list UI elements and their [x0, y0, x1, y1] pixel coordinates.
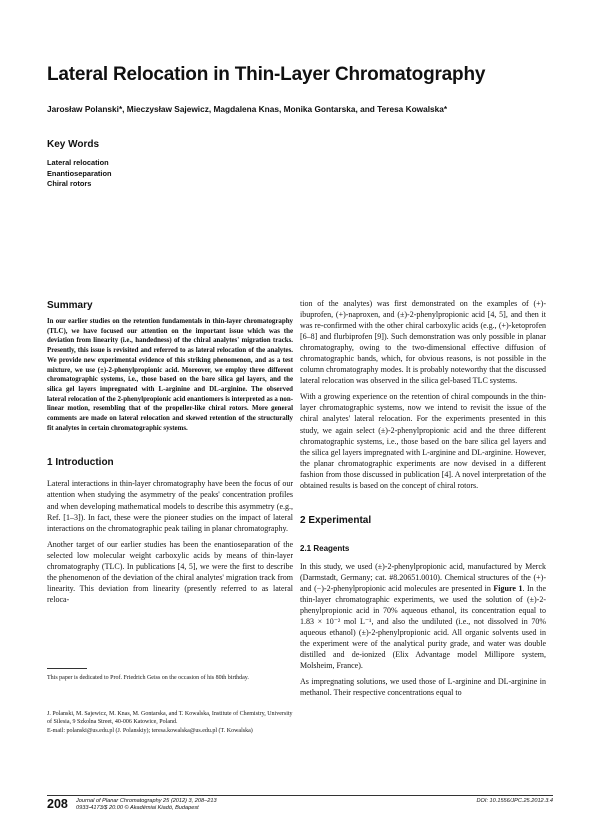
reagents-paragraph-1 [300, 561, 546, 671]
reagents-heading: 2.1 Reagents [300, 543, 350, 553]
keyword-item: Lateral relocation [47, 158, 109, 167]
reagents-text-after: . In the thin-layer chromatographic experiments, we used the solution of (±)-2-phenylpropionic acid in 70% aqueous ethanol, its concentration equal to 1.83 × 10⁻² mol L⁻¹, and also the undiluted (i.e., not dissolved in 70% aqueous ethanol) (±)-2-phenylpropionic acid. All organic solvents used in the experiment were of the analytical purity grade, and water was double distilled and de-ionized (Elix Advantage model Millipore system, Molsheim, France). [300, 583, 547, 671]
introduction-paragraph-3: tion of the analytes) was first demonstrated on the examples of (+)-ibuprofen, (+)-naproxen, and (±)-2-phenylpropionic acid [4, 5], and then it was re-confirmed with the other chiral carboxylic acids (e.g., (+)-ketoprofen [6–8] and flurbiprofen [9]). Such demonstration was only possible in planar chromatography, owing to the two-dimensional effective diffusion of chromatographic bands, which, for obvious reasons, is not possible in the column chromatography modes. It is probably noteworthy that the discussed lateral relocation was observed in the silica gel-based TLC systems. [300, 299, 546, 386]
right-column [300, 298, 546, 698]
summary-text: In our earlier studies on the retention fundamentals in thin-layer chromatography (TLC), we have focused our attention on the important issue which was the deviation from linearity (i.e., handedness) of the chiral analytes' migration tracks. Presently, this issue is revisited and referred to as lateral relocation of the analytes. We provide new experimental evidence of this striking phenomenon, and as a test mixture, we use (±)-2-phenylpropionic acid. Moreover, we employ three different chromatographic systems, i.e., those based on the bare silica gel layers, and the silica gel layers impregnated with L-arginine and DL-arginine. The observed lateral relocation of the 2-phenylpropionic acid enantiomers is interpreted as a non-linear motion, resembling that of the propeller-like chiral rotors. More general comments are made on lateral relocation and skewed retention of the structurally fit analytes in certain chromatographic systems. [47, 318, 293, 432]
keywords-heading: Key Words [47, 139, 100, 150]
summary-heading: Summary [47, 300, 93, 311]
doi-label: DOI: 10.1556/JPC.25.2012.3.4 [476, 798, 553, 804]
keyword-item: Enantioseparation [47, 168, 112, 178]
dedication-footnote: This paper is dedicated to Prof. Friedrich Geiss on the occasion of his 80th birthday. [47, 675, 249, 681]
email-text: E-mail: polanski@us.edu.pl (J. Polanskiy); teresa.kowalska@us.edu.pl (T. Kowalska) [47, 727, 253, 734]
article-title: Lateral Relocation in Thin-Layer Chromatography [47, 64, 486, 85]
reagents-paragraph-2: As impregnating solutions, we used those of L-arginine and DL-arginine in methanol. Their respective concentrations equal to [300, 677, 546, 698]
introduction-paragraph-1: Lateral interactions in thin-layer chromatography have been the focus of our attention when studying the asymmetry of the peaks' concentration profiles and when developing mathematical models to describe this asymmetry (e.g., Ref. [1–3]). In fact, these were the pioneer studies on the impact of lateral interactions on the chromatographic peak tailing in planar chromatography. [47, 479, 293, 533]
journal-line-1: Journal of Planar Chromatography 25 (2012) 3, 208–213 [76, 798, 217, 804]
reagents-text-before: In this study, we used (±)-2-phenylpropionic acid, manufactured by Merck (Darmstadt, Germany; cat. #8.20651.0010). Chemical structures of the (+)- and (−)-2-phenylpropionic acid molecules are presented in [300, 561, 546, 593]
introduction-heading: 1 Introduction [47, 457, 114, 469]
affiliation-footnote [47, 710, 293, 735]
keywords-list [47, 158, 111, 190]
journal-line-2: 0933-4173/$ 20.00 © Akadémiai Kiadó, Budapest [76, 805, 199, 812]
left-column [47, 300, 293, 605]
footnote-divider [47, 668, 87, 669]
page-number: 208 [47, 797, 68, 811]
footer-divider [47, 795, 553, 796]
author-list: Jarosław Polanski*, Mieczysław Sajewicz, Magdalena Knas, Monika Gontarska, and Teresa Kowalska* [47, 104, 448, 114]
keyword-item: Chiral rotors [47, 179, 92, 188]
journal-citation [76, 798, 217, 813]
figure-reference: Figure 1 [493, 583, 523, 593]
experimental-heading: 2 Experimental [300, 514, 372, 526]
affiliation-text: J. Polanski, M. Sajewicz, M. Knas, M. Gontarska, and T. Kowalska, Institute of Chemistry, University of Silesia, 9 Szkolna Street, 40-006 Katowice, Poland. [47, 711, 293, 726]
introduction-paragraph-2: Another target of our earlier studies has been the enantioseparation of the selected low molecular weight carboxylic acids by means of thin-layer chromatography (TLC). In publications [4, 5], we were the first to describe the phenomenon of the deviation of the chiral analytes' migration track from linearity. This deviation from linearity (presently referred to as lateral reloca- [47, 539, 293, 604]
introduction-paragraph-4: With a growing experience on the retention of chiral compounds in the thin-layer chromatographic systems, now we intend to revisit the issue of the chiral analytes' lateral relocation. For the experiments presented in this study, we again select (±)-2-phenylpropionic acid and the three different chromatographic systems, i.e., those based on the bare silica gel layers and the silica gel layers impregnated with L-arginine and DL-arginine. However, the planar chromatographic experiments are now devised in a different fashion from those discussed in publication [4]. A novel interpretation of the obtained results is based on the concept of chiral rotors. [300, 392, 546, 490]
